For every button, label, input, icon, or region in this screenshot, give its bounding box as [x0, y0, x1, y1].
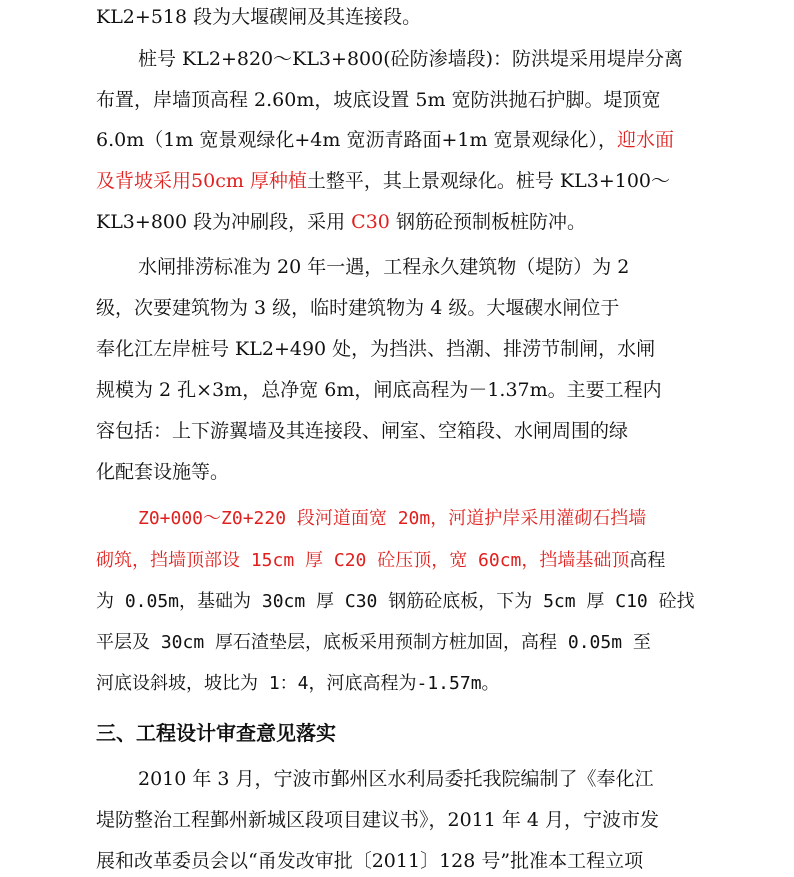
paragraph-2-line-2: 布置，岸墙顶高程 2.60m，坡底设置 5m 宽防洪抛石护脚。堤顶宽 [96, 89, 661, 111]
paragraph-4-line-1 [0, 506, 794, 532]
paragraph-4-line-3: 为 0.05m，基础为 30cm 厚 C30 钢筋砼底板，下为 5cm 厚 C10 砼找 [96, 591, 695, 612]
paragraph-3-line-4: 规模为 2 孔×3m，总净宽 6m，闸底高程为－1.37m。主要工程内 [96, 379, 662, 401]
paragraph-3-line-6: 化配套设施等。 [96, 461, 230, 483]
paragraph-5-line-3: 展和改革委员会以“甬发改审批〔2011〕128 号”批准本工程立项 [96, 850, 644, 872]
highlight-text: Z0+000～Z0+220 段河道面宽 20m，河道护岸采用灌砌石挡墙 [138, 508, 647, 529]
paragraph-3-line-3: 奉化江左岸桩号 KL2+490 处，为挡洪、挡潮、排涝节制闸，水闸 [96, 338, 656, 360]
paragraph-2-line-1: 桩号 KL2+820～KL3+800(砼防渗墙段)：防洪堤采用堤岸分离 [138, 48, 684, 70]
highlight-text: C30 [351, 211, 390, 233]
paragraph-5-line-2: 堤防整治工程鄞州新城区段项目建议书》，2011 年 4 月，宁波市发 [96, 809, 660, 831]
paragraph-2-line-4: 及背坡采用50cm 厚种植土整平，其上景观绿化。桩号 KL3+100～ [96, 170, 671, 192]
highlight-text: 50cm 厚种植 [191, 170, 307, 192]
paragraph-4-line-5: 河底设斜坡，坡比为 1：4，河底高程为-1.57m。 [96, 673, 500, 694]
highlight-text: 及背坡采用 [96, 170, 192, 192]
paragraph-3-line-2: 级，次要建筑物为 3 级，临时建筑物为 4 级。大堰碶水闸位于 [96, 297, 620, 319]
paragraph-2-line-5: KL3+800 段为冲刷段，采用 C30 钢筋砼预制板桩防冲。 [96, 211, 586, 233]
paragraph-1-line-1: KL2+518 段为大堰碶闸及其连接段。 [96, 6, 422, 28]
section-heading: 三、工程设计审查意见落实 [96, 721, 336, 745]
highlight-text: 砌筑，挡墙顶部设 15cm 厚 C20 砼压顶，宽 60cm，挡墙基础顶 [96, 550, 630, 571]
paragraph-4-line-4: 平层及 30cm 厚石渣垫层，底板采用预制方桩加固，高程 0.05m 至 [96, 632, 651, 653]
highlight-text: 迎水面 [617, 129, 675, 151]
paragraph-3-line-1: 水闸排涝标准为 20 年一遇，工程永久建筑物（堤防）为 2 [138, 256, 630, 278]
paragraph-5-line-1: 2010 年 3 月，宁波市鄞州区水利局委托我院编制了《奉化江 [138, 768, 654, 790]
paragraph-3-line-5: 容包括：上下游翼墙及其连接段、闸室、空箱段、水闸周围的绿 [96, 420, 629, 442]
paragraph-4-line-2: 砌筑，挡墙顶部设 15cm 厚 C20 砼压顶，宽 60cm，挡墙基础顶高程 [96, 550, 666, 571]
paragraph-2-line-3: 6.0m（1m 宽景观绿化+4m 宽沥青路面+1m 宽景观绿化），迎水面 [96, 129, 675, 151]
